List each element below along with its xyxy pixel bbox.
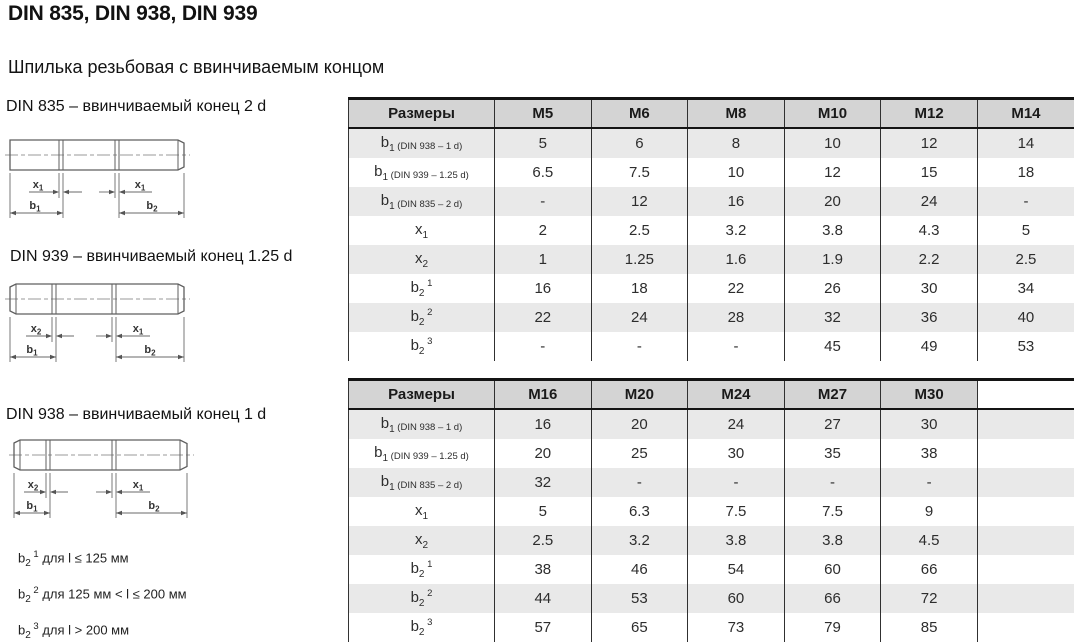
table-cell — [977, 555, 1074, 584]
row-label: $x_1$ — [414, 501, 429, 522]
column-header — [977, 380, 1074, 410]
table-cell — [977, 497, 1074, 526]
spec-table — [348, 97, 1074, 361]
table-row — [349, 303, 1074, 332]
table-cell: 44 — [495, 584, 592, 613]
table-row — [349, 245, 1074, 274]
row-label: $b_1$ (DIN 938 – 1 d) — [349, 409, 495, 439]
table-cell: 53 — [977, 332, 1074, 361]
table-cell: 54 — [688, 555, 785, 584]
table-cell: - — [977, 187, 1074, 216]
dim-label-right-x: $x_1$ — [132, 323, 144, 337]
dim-label-left-x: $x_2$ — [30, 323, 42, 337]
table-cell: 79 — [784, 613, 881, 642]
column-header: M12 — [881, 99, 978, 129]
table-cell: 5 — [495, 128, 592, 158]
footnote: $b_2$ $^3$ для l > 200 мм — [18, 621, 130, 641]
table-cell: - — [688, 332, 785, 361]
table-cell: - — [881, 468, 978, 497]
row-label: $x_2$ — [349, 245, 495, 274]
table-cell: 3.2 — [591, 526, 688, 555]
column-header: M8 — [688, 99, 785, 129]
table-cell: 53 — [591, 584, 688, 613]
table-cell: 24 — [688, 409, 785, 439]
table-cell — [977, 468, 1074, 497]
table-row — [349, 274, 1074, 303]
dim-label-left-b: $b_1$ — [26, 344, 38, 358]
header-row — [349, 380, 1074, 410]
table-cell: 73 — [688, 613, 785, 642]
table-cell: 40 — [977, 303, 1074, 332]
dim-label-left-b: $b_1$ — [29, 200, 41, 214]
table-cell: 6 — [591, 128, 688, 158]
dim-label-right-b: $b_2$ — [146, 200, 158, 214]
row-label: $b_2$ $^1$ — [410, 559, 433, 580]
row-label: $b_2$ $^2$ — [349, 584, 495, 613]
table-cell: 30 — [881, 409, 978, 439]
column-header: M20 — [591, 380, 688, 410]
table-row — [349, 468, 1074, 497]
table-cell: 66 — [881, 555, 978, 584]
table-cell: 32 — [784, 303, 881, 332]
table-cell: 2.5 — [977, 245, 1074, 274]
table-row — [349, 158, 1074, 187]
table-cell: 2.5 — [591, 216, 688, 245]
figure-caption-din938: DIN 938 – ввинчиваемый конец 1 d — [6, 406, 267, 423]
row-label: $b_1$ (DIN 835 – 2 d) — [349, 187, 495, 216]
table-cell: 57 — [495, 613, 592, 642]
table-row — [349, 439, 1074, 468]
table-cell: 27 — [784, 409, 881, 439]
table-cell: 20 — [495, 439, 592, 468]
table-cell: 5 — [977, 216, 1074, 245]
row-label: $b_2$ $^2$ — [349, 303, 495, 332]
column-header: M6 — [591, 99, 688, 129]
figure-caption-din939: DIN 939 – ввинчиваемый конец 1.25 d — [10, 248, 293, 265]
table-row — [349, 613, 1074, 642]
table-row — [349, 526, 1074, 555]
table-cell: 28 — [688, 303, 785, 332]
dim-label-left-x: $x_2$ — [27, 479, 39, 493]
table-row — [349, 497, 1074, 526]
din938-stud-drawing — [2, 426, 207, 528]
table-cell: 4.3 — [881, 216, 978, 245]
column-header: M24 — [688, 380, 785, 410]
table-cell: 9 — [881, 497, 978, 526]
table-cell: 22 — [495, 303, 592, 332]
row-label: $b_1$ (DIN 939 – 1.25 d) — [374, 443, 469, 464]
table-cell: 60 — [688, 584, 785, 613]
page-subtitle: Шпилька резьбовая с ввинчиваемым концом — [8, 57, 385, 77]
table-row — [349, 555, 1074, 584]
table-cell: 38 — [881, 439, 978, 468]
table-cell — [977, 613, 1074, 642]
table-cell — [977, 409, 1074, 439]
table-row — [349, 409, 1074, 439]
table-cell: - — [784, 468, 881, 497]
page-title: DIN 835, DIN 938, DIN 939 — [8, 2, 258, 25]
size-table-m5-m14 — [348, 97, 1074, 361]
table-cell: 30 — [881, 274, 978, 303]
table-cell: 7.5 — [591, 158, 688, 187]
table-cell: 2 — [495, 216, 592, 245]
table-cell: - — [495, 187, 592, 216]
table-cell: 3.8 — [784, 526, 881, 555]
table-cell: 85 — [881, 613, 978, 642]
size-table-m16-m30 — [348, 378, 1074, 642]
dim-label-left-b: $b_1$ — [26, 500, 38, 514]
row-label: $x_1$ — [414, 220, 429, 241]
table-cell: 2.5 — [495, 526, 592, 555]
table-cell: 35 — [784, 439, 881, 468]
dim-label-right-b: $b_2$ — [148, 500, 160, 514]
row-label: $x_2$ — [349, 526, 495, 555]
table-cell: - — [591, 468, 688, 497]
table-cell: 6.3 — [591, 497, 688, 526]
table-cell: 7.5 — [688, 497, 785, 526]
table-cell: 46 — [591, 555, 688, 584]
spec-table — [348, 378, 1074, 642]
column-header: M27 — [784, 380, 881, 410]
dim-label-right-b: $b_2$ — [144, 344, 156, 358]
table-cell: 12 — [784, 158, 881, 187]
table-cell: 3.8 — [784, 216, 881, 245]
figure-caption-din835: DIN 835 – ввинчиваемый конец 2 d — [6, 98, 267, 115]
table-row — [349, 332, 1074, 361]
table-cell: 16 — [688, 187, 785, 216]
column-header: Размеры — [349, 99, 495, 129]
table-cell: 2.2 — [881, 245, 978, 274]
header-row — [349, 99, 1074, 129]
table-cell: 65 — [591, 613, 688, 642]
row-label: $b_2$ $^1$ — [410, 278, 433, 299]
table-cell: 10 — [784, 128, 881, 158]
table-cell: 45 — [784, 332, 881, 361]
dim-label-right-x: $x_1$ — [132, 479, 144, 493]
footnote: $b_2$ $^2$ для 125 мм < l ≤ 200 мм — [18, 585, 187, 605]
table-cell: 1.25 — [591, 245, 688, 274]
table-cell: - — [688, 468, 785, 497]
table-cell: 7.5 — [784, 497, 881, 526]
table-cell: 4.5 — [881, 526, 978, 555]
table-cell: 20 — [784, 187, 881, 216]
table-cell: 5 — [495, 497, 592, 526]
row-label: $b_1$ (DIN 938 – 1 d) — [349, 128, 495, 158]
table-cell: 6.5 — [495, 158, 592, 187]
table-cell: 3.8 — [688, 526, 785, 555]
footnotes — [18, 549, 187, 643]
table-cell: 22 — [688, 274, 785, 303]
table-cell: 66 — [784, 584, 881, 613]
table-cell: 32 — [495, 468, 592, 497]
column-header: M30 — [881, 380, 978, 410]
row-label: $b_2$ $^3$ — [410, 336, 433, 357]
table-cell: - — [495, 332, 592, 361]
dim-label-right-x: $x_1$ — [134, 179, 146, 193]
table-row — [349, 128, 1074, 158]
column-header: M16 — [495, 380, 592, 410]
table-cell: 25 — [591, 439, 688, 468]
table-cell: 18 — [591, 274, 688, 303]
table-cell: 36 — [881, 303, 978, 332]
table-cell — [977, 584, 1074, 613]
table-cell: 60 — [784, 555, 881, 584]
table-cell: 38 — [495, 555, 592, 584]
dim-label-left-x: $x_1$ — [32, 179, 44, 193]
table-cell: 12 — [591, 187, 688, 216]
table-cell: 16 — [495, 409, 592, 439]
table-cell: 72 — [881, 584, 978, 613]
table-cell: 26 — [784, 274, 881, 303]
row-label: $b_1$ (DIN 835 – 2 d) — [349, 468, 495, 497]
footnote: $b_2$ $^1$ для l ≤ 125 мм — [18, 549, 129, 569]
table-cell: - — [591, 332, 688, 361]
table-cell: 24 — [591, 303, 688, 332]
table-cell: 24 — [881, 187, 978, 216]
row-label: $b_1$ (DIN 939 – 1.25 d) — [374, 162, 469, 183]
table-cell: 12 — [881, 128, 978, 158]
table-cell: 3.2 — [688, 216, 785, 245]
table-cell: 14 — [977, 128, 1074, 158]
table-cell — [977, 526, 1074, 555]
column-header: M5 — [495, 99, 592, 129]
table-cell — [977, 439, 1074, 468]
table-cell: 34 — [977, 274, 1074, 303]
table-cell: 16 — [495, 274, 592, 303]
din835-stud-drawing — [2, 126, 207, 228]
row-label: $b_2$ $^3$ — [410, 617, 433, 638]
table-cell: 1.9 — [784, 245, 881, 274]
table-cell: 8 — [688, 128, 785, 158]
table-cell: 30 — [688, 439, 785, 468]
table-row — [349, 216, 1074, 245]
table-cell: 10 — [688, 158, 785, 187]
column-header: M10 — [784, 99, 881, 129]
table-row — [349, 584, 1074, 613]
table-cell: 15 — [881, 158, 978, 187]
table-cell: 18 — [977, 158, 1074, 187]
table-row — [349, 187, 1074, 216]
table-cell: 1 — [495, 245, 592, 274]
table-cell: 20 — [591, 409, 688, 439]
table-cell: 49 — [881, 332, 978, 361]
column-header: M14 — [977, 99, 1074, 129]
table-cell: 1.6 — [688, 245, 785, 274]
din939-stud-drawing — [2, 270, 207, 372]
column-header: Размеры — [349, 380, 495, 410]
